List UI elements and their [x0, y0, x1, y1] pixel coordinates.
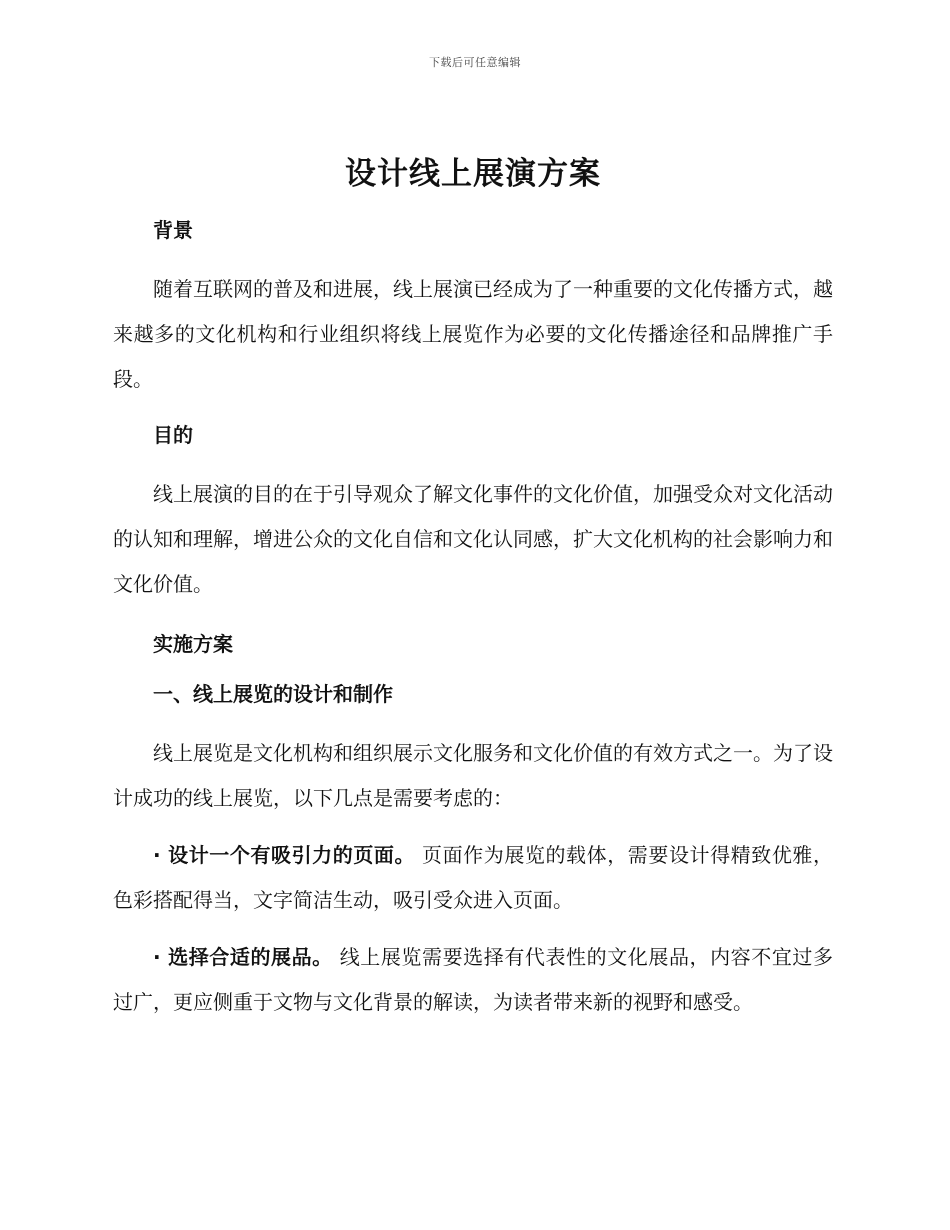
- page-title: 设计线上展演方案: [345, 156, 601, 192]
- bullet-lead-page-design: · 设计一个有吸引力的页面。: [153, 843, 416, 867]
- bullet-item-exhibit-selection: [113, 935, 833, 1025]
- background-paragraph: 随着互联网的普及和进展，线上展演已经成为了一种重要的文化传播方式，越来越多的文化机构和行业组织将线上展览作为必要的文化传播途径和品牌推广手段。: [113, 277, 833, 391]
- plan-intro-paragraph: 线上展览是文化机构和组织展示文化服务和文化价值的有效方式之一。为了设计成功的线上展览，以下几点是需要考虑的：: [113, 741, 833, 810]
- header-note: 下载后可任意编辑: [429, 56, 521, 69]
- background-heading: 背景: [153, 218, 193, 242]
- purpose-heading: 目的: [153, 423, 193, 447]
- plan-heading: 实施方案: [153, 632, 233, 656]
- bullet-lead-exhibit-selection: · 选择合适的展品。: [153, 945, 333, 969]
- bullet-text-page-design: 页面作为展览的载体，需要设计得精致优雅，色彩搭配得当，文字简洁生动，吸引受众进入页面。: [113, 843, 833, 912]
- plan-sub-heading: 一、线上展览的设计和制作: [153, 682, 393, 706]
- bullet-item-page-design: [113, 833, 833, 923]
- document-body: [113, 148, 833, 1037]
- purpose-paragraph: 线上展演的目的在于引导观众了解文化事件的文化价值，加强受众对文化活动的认知和理解，增进公众的文化自信和文化认同感，扩大文化机构的社会影响力和文化价值。: [113, 482, 833, 596]
- bullet-text-exhibit-selection: 线上展览需要选择有代表性的文化展品，内容不宜过多过广，更应侧重于文物与文化背景的解读，为读者带来新的视野和感受。: [113, 945, 833, 1014]
